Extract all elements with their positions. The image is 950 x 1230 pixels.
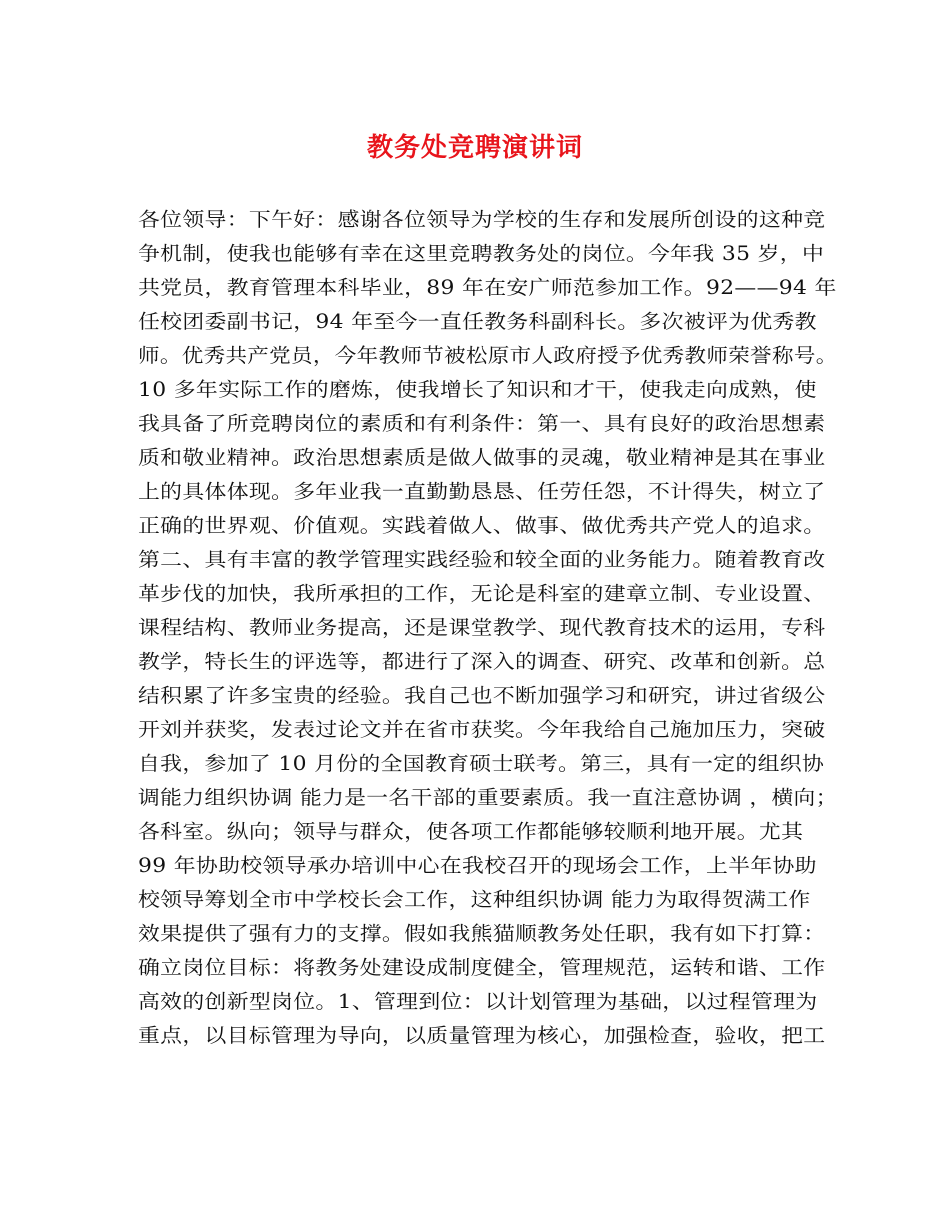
body-line: 99 年协助校领导承办培训中心在我校召开的现场会工作，上半年协助: [138, 854, 817, 877]
body-line: 开刘并获奖，发表过论文并在省市获奖。今年我给自己施加压力，突破: [138, 718, 826, 741]
body-line: 争机制，使我也能够有幸在这里竞聘教务处的岗位。今年我 35 岁，中: [138, 242, 825, 265]
body-line: 正确的世界观、价值观。实践着做人、做事、做优秀共产党人的追求。: [138, 514, 826, 537]
body-line: 校领导筹划全市中学校长会工作，这种组织协调 能力为取得贺满工作: [138, 888, 811, 911]
body-line: 10 多年实际工作的磨炼，使我增长了知识和才干，使我走向成熟，使: [138, 378, 817, 401]
body-line: 重点，以目标管理为导向，以质量管理为核心，加强检查，验收，把工: [138, 1024, 826, 1047]
body-line: 各科室。纵向；领导与群众，使各项工作都能够较顺利地开展。尤其: [138, 820, 804, 843]
body-line: 自我，参加了 10 月份的全国教育硕士联考。第三，具有一定的组织协: [138, 752, 825, 775]
body-line: 共党员，教育管理本科毕业，89 年在安广师范参加工作。92——94 年: [138, 276, 837, 299]
body-line: 革步伐的加快，我所承担的工作，无论是科室的建章立制、专业设置、: [138, 582, 826, 605]
body-line: 第二、具有丰富的教学管理实践经验和较全面的业务能力。随着教育改: [138, 548, 826, 571]
body-line: 课程结构、教师业务提高，还是课堂教学、现代教育技术的运用，专科: [138, 616, 826, 639]
body-line: 质和敬业精神。政治思想素质是做人做事的灵魂，敬业精神是其在事业: [138, 446, 826, 469]
body-line: 效果提供了强有力的支撑。假如我熊猫顺教务处任职，我有如下打算：: [138, 922, 826, 945]
body-line: 我具备了所竞聘岗位的素质和有利条件：第一、具有良好的政治思想素: [138, 412, 826, 435]
body-line: 教学，特长生的评选等，都进行了深入的调查、研究、改革和创新。总: [138, 650, 826, 673]
body-line: 上的具体体现。多年业我一直勤勤恳恳、任劳任怨，不计得失，树立了: [138, 480, 826, 503]
body-line: 结积累了许多宝贵的经验。我自己也不断加强学习和研究，讲过省级公: [138, 684, 826, 707]
body-line: 各位领导：下午好：感谢各位领导为学校的生存和发展所创设的这种竞: [138, 208, 826, 231]
body-line: 师。优秀共产党员，今年教师节被松原市人政府授予优秀教师荣誉称号。: [138, 344, 838, 367]
body-line: 确立岗位目标：将教务处建设成制度健全，管理规范，运转和谐、工作: [138, 956, 826, 979]
body-line: 高效的创新型岗位。1、管理到位：以计划管理为基础，以过程管理为: [138, 990, 818, 1013]
body-line: 任校团委副书记，94 年至今一直任教务科副科长。多次被评为优秀教: [138, 310, 817, 333]
body-line: 调能力组织协调 能力是一名干部的重要素质。我一直注意协调 ，横向；: [138, 786, 838, 809]
document-title: 教务处竞聘演讲词: [366, 133, 583, 163]
document-body: [138, 203, 838, 1053]
